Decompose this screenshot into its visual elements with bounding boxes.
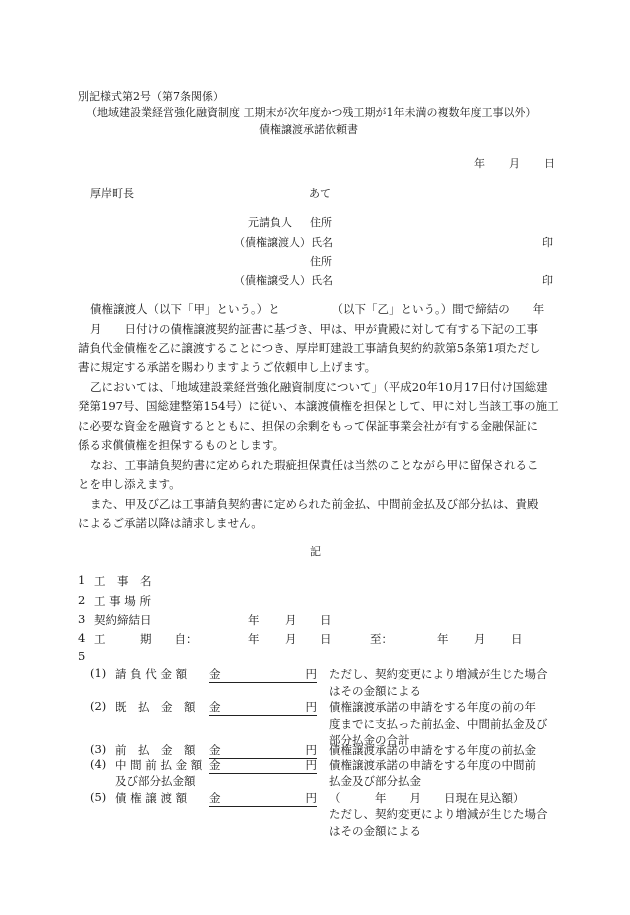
- amount-row-number: (2): [90, 699, 107, 713]
- contract-month: 月: [285, 613, 297, 627]
- item-number: 5: [78, 649, 86, 663]
- body-line: とを申し添えます。: [78, 477, 181, 491]
- item-label-project-site: 工 事 場 所: [94, 594, 151, 608]
- kin-prefix: 金: [209, 667, 221, 681]
- contractor-label: 元請負人: [248, 216, 292, 229]
- amount-row-label: 前 払 金 額: [115, 743, 196, 757]
- assignee-seal: 印: [542, 274, 553, 287]
- amount-row-note: （ 年 月 日現在見込額）: [329, 791, 525, 805]
- from-year: 年: [248, 632, 260, 646]
- date-month: 月: [509, 157, 520, 170]
- body-line: また、甲及び乙は工事請負契約書に定められた前金払、中間前金払及び部分払は、貴殿: [90, 497, 539, 511]
- body-line: 乙においては、「地域建設業経営強化融資制度について」（平成20年10月17日付け国総建: [90, 380, 548, 394]
- from-month: 月: [285, 632, 297, 646]
- amount-row-note: 部分払金の合計: [329, 733, 410, 747]
- assignor-name-label: （債権譲渡人）氏名: [234, 236, 333, 249]
- amount-row-note: 度までに支払った前払金、中間前払金及び: [329, 717, 548, 731]
- item-label-period-from: 工 期 自：: [94, 632, 198, 646]
- amount-row-note: 債権譲渡承諾の申請をする年度の前払金: [329, 743, 536, 757]
- assignor-address-label: 住所: [310, 216, 332, 229]
- item-number: 1: [78, 573, 86, 587]
- date-day: 日: [544, 157, 555, 170]
- amount-row-label: 請 負 代 金 額: [115, 667, 188, 681]
- item-label-project-name: 工 事 名: [94, 574, 152, 588]
- item-label-contract-date: 契約締結日: [94, 613, 152, 627]
- body-line: 書に規定する承諾を賜わりますようご依頼申し上げます。: [78, 360, 377, 374]
- amount-row-note: ただし、契約変更により増減が生じた場合: [329, 667, 548, 681]
- to-year: 年: [437, 632, 449, 646]
- kin-prefix: 金: [209, 743, 221, 757]
- kin-prefix: 金: [209, 758, 221, 772]
- amount-row-label: 中 間 前 払 金 額: [115, 758, 203, 772]
- body-line: なお、工事請負契約書に定められた瑕疵担保責任は当然のことながら甲に留保されるこ: [90, 458, 539, 472]
- amount-row-label: 既 払 金 額: [115, 700, 196, 714]
- amount-row-number: (3): [90, 742, 107, 756]
- item-number: 2: [78, 593, 86, 607]
- amount-row-note: 払金及び部分払金: [329, 774, 421, 788]
- amount-row-note: 債権譲渡承諾の申請をする年度の中間前: [329, 758, 536, 772]
- contract-day: 日: [320, 613, 332, 627]
- addressee-suffix: あて: [309, 187, 331, 200]
- kin-prefix: 金: [209, 700, 221, 714]
- amount-row-note: はその金額による: [329, 824, 421, 838]
- yen-suffix: 円: [305, 791, 317, 805]
- amount-field: [209, 699, 317, 716]
- amount-row-note: 債権譲渡承諾の申請をする年度の前の年: [329, 700, 536, 714]
- assignee-address-label: 住所: [310, 255, 332, 268]
- contract-year: 年: [248, 613, 260, 627]
- yen-suffix: 円: [305, 700, 317, 714]
- amount-field: [209, 790, 317, 807]
- body-line: 発第197号、国総建整第154号）に従い、本譲渡債権を担保として、甲に対し当該工事の施工: [78, 399, 559, 413]
- amount-row-number: (4): [90, 757, 107, 771]
- yen-suffix: 円: [305, 667, 317, 681]
- body-line: 請負代金債権を乙に譲渡することにつき、厚岸町建設工事請負契約約款第5条第1項ただし: [78, 341, 541, 355]
- amount-row-label-2: 及び部分払金額: [115, 774, 196, 788]
- date-year: 年: [474, 157, 485, 170]
- amount-row-number: (5): [90, 790, 107, 804]
- item-number: 4: [78, 631, 86, 645]
- from-day: 日: [320, 632, 332, 646]
- document-title: 債権譲渡承諾依頼書: [259, 123, 358, 136]
- body-line: 係る求償債権を担保するものとします。: [78, 438, 285, 452]
- document-subtitle: （地域建設業経営強化融資制度 工期末が次年度かつ残工期が1年未満の複数年度工事以外）: [86, 106, 537, 119]
- yen-suffix: 円: [305, 743, 317, 757]
- ki-heading: 記: [310, 545, 321, 558]
- amount-field: [209, 757, 317, 774]
- period-to-label: 至：: [370, 632, 393, 646]
- yen-suffix: 円: [305, 758, 317, 772]
- assignor-seal: 印: [542, 236, 553, 249]
- assignee-name-label: （債権譲受人）氏名: [234, 274, 333, 287]
- to-month: 月: [474, 632, 486, 646]
- amount-row-number: (1): [90, 666, 107, 680]
- amount-field: [209, 666, 317, 683]
- body-line: 月 日付けの債権譲渡契約証書に基づき、甲は、甲が貴殿に対して有する下記の工事: [90, 322, 539, 336]
- body-line: 債権譲渡人（以下「甲」という。）と （以下「乙」という。）間で締結の 年: [90, 302, 545, 316]
- amount-row-label: 債 権 譲 渡 額: [115, 791, 188, 805]
- body-line: に必要な資金を融資するとともに、担保の余剰をもって保証事業会社が有する金融保証に: [78, 419, 538, 433]
- amount-row-note: ただし、契約変更により増減が生じた場合: [329, 807, 548, 821]
- body-line: によるご承諾以降は請求しません。: [78, 516, 263, 530]
- addressee-name: 厚岸町長: [90, 187, 134, 200]
- form-number: 別記様式第2号（第7条関係）: [78, 90, 224, 103]
- amount-row-note: はその金額による: [329, 684, 421, 698]
- item-number: 3: [78, 612, 86, 626]
- kin-prefix: 金: [209, 791, 221, 805]
- to-day: 日: [511, 632, 523, 646]
